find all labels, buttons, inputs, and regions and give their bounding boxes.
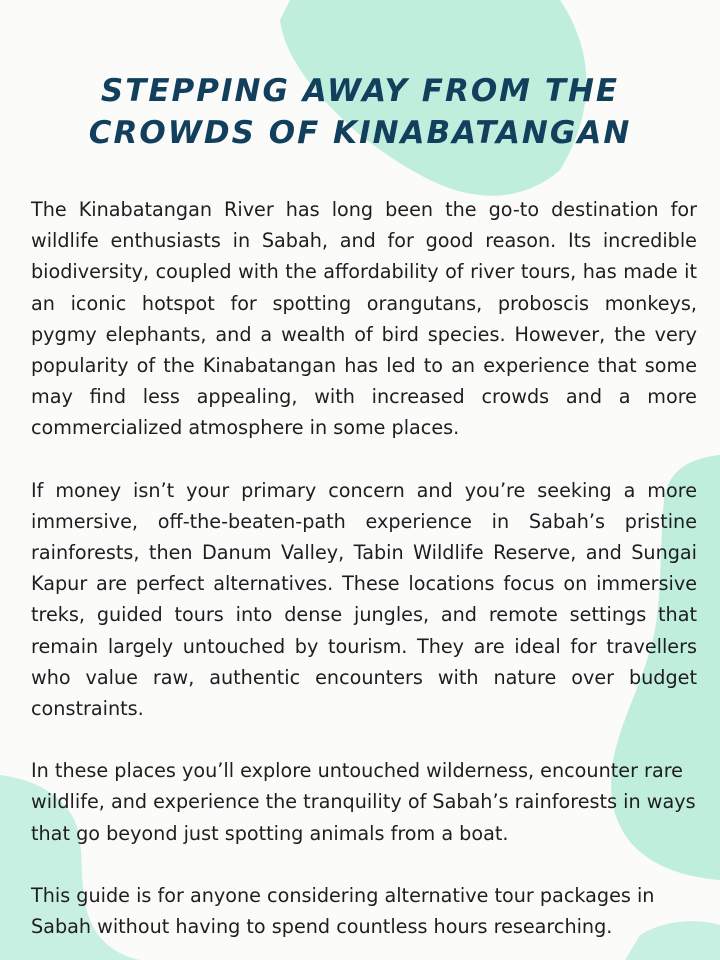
- paragraph-4: This guide is for anyone considering alternative tour packages in Sabah without having to spend countless hours researching.: [31, 883, 655, 939]
- article-body: [31, 194, 697, 960]
- page-title: STEPPING AWAY FROM THE CROWDS OF KINABATANGAN: [88, 73, 632, 151]
- paragraph-2: If money isn’t your primary concern and you’re seeking a more immersive, off-the-beaten-path experience in Sabah’s pristine rainforests, then Danum Valley, Tabin Wildlife Reserve, and Sungai Kapur are perfect alternatives. These locations focus on immersive treks, guided tours into dense jungles, and remote settings that remain largely untouched by tourism. They are ideal for travellers who value raw, authentic encounters with nature over budget constraints.: [31, 478, 697, 721]
- paragraph-1: The Kinabatangan River has long been the go-to destination for wildlife enthusiasts in Sabah, and for good reason. Its incredible biodiversity, coupled with the affordability of river tours, has made it an iconic hotspot for spotting orangutans, proboscis monkeys, pygmy elephants, and a wealth of bird species. However, the very popularity of the Kinabatangan has led to an experience that some may find less appealing, with increased crowds and a more commercialized atmosphere in some places.: [31, 198, 697, 440]
- paragraph-3: In these places you’ll explore untouched wilderness, encounter rare wildlife, and experience the tranquility of Sabah’s rainforests in ways that go beyond just spotting animals from a boat.: [31, 759, 696, 845]
